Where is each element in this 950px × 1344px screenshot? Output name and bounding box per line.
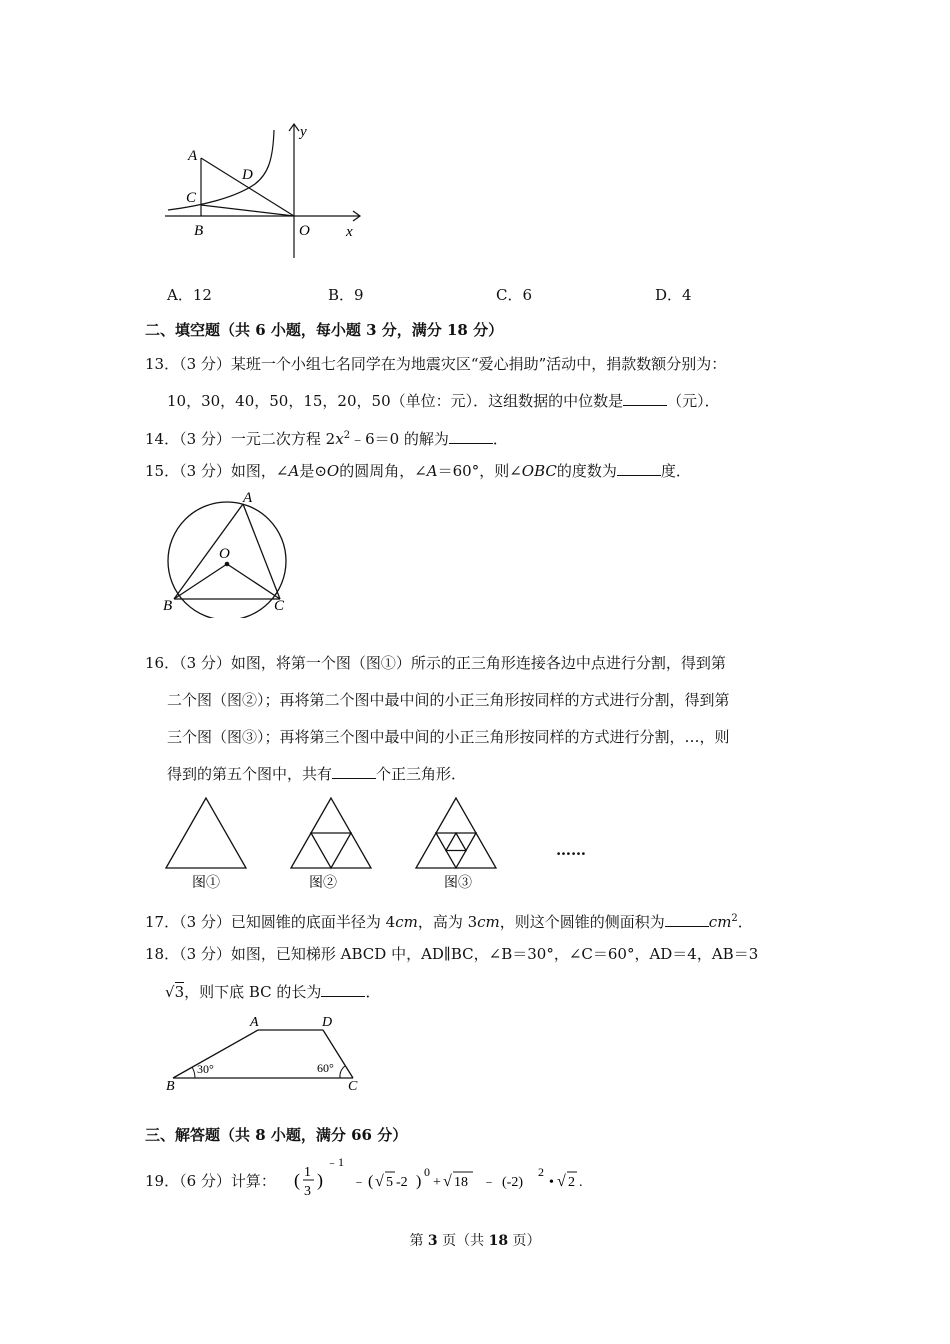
q18-angle-C: 60°	[317, 1061, 334, 1075]
q13-blank	[623, 391, 667, 406]
q12-label-x: x	[346, 224, 353, 240]
svg-text:(: (	[294, 1170, 300, 1190]
q18-figure	[160, 1010, 370, 1095]
q16-fig3-label: 图③	[444, 876, 472, 891]
svg-text:√: √	[557, 1173, 566, 1190]
q15-line: 15．（3 分）如图，∠A是⊙O的圆周角，∠A＝60°，则∠OBC的度数为 度．	[145, 462, 691, 480]
q19-expression	[292, 1152, 612, 1207]
section3-title: 三、解答题（共 8 小题，满分 66 分）	[145, 1126, 408, 1144]
q18-label-D: D	[322, 1015, 333, 1030]
q19-plus: +	[433, 1175, 441, 1190]
page-footer: 第 3 页（共 18 页）	[409, 1233, 541, 1249]
q15-label-O: O	[219, 546, 230, 562]
q18-blank	[321, 982, 365, 997]
q19-frac-num: 1	[304, 1165, 311, 1180]
q16-fig2-label: 图②	[309, 876, 337, 891]
q18-line1: 18．（3 分）如图，已知梯形 ABCD 中，AD∥BC，∠B＝30°，∠C＝60°，AD＝4，AB＝3	[145, 945, 759, 963]
q19-sqrt18: 18	[454, 1175, 468, 1190]
q19-frac-den: 3	[304, 1184, 311, 1199]
q19-sqrt2: 2	[568, 1175, 575, 1190]
q12-label-B: B	[194, 223, 204, 239]
q19-end: .	[579, 1175, 583, 1190]
q18-label-A: A	[250, 1015, 259, 1030]
q19-minus2: -2	[396, 1175, 408, 1190]
svg-text:): )	[416, 1173, 422, 1190]
footer-page-number: 3	[427, 1233, 438, 1249]
svg-text:√: √	[375, 1173, 384, 1190]
q16-ellipsis: ……	[556, 841, 586, 859]
q19-exp1: ﹣1	[326, 1155, 345, 1169]
q12-option-c: C．6	[496, 286, 533, 304]
svg-text:(: (	[368, 1173, 374, 1190]
q18-line2: √3，则下底 BC 的长为 ．	[165, 983, 381, 1001]
q16-figure-3	[410, 795, 502, 895]
svg-text:): )	[317, 1170, 323, 1190]
q14-line: 14．（3 分）一元二次方程 $2x^2﹣6=0$ 的解为 ．	[145, 430, 508, 448]
q18-sqrt-sign: √	[165, 983, 175, 1001]
q12-label-C: C	[186, 190, 197, 206]
q13-line2: 10，30，40，50，15，20，50（单位：元）．这组数据的中位数是 （元）．	[167, 392, 720, 410]
q12-option-d: D．4	[655, 286, 692, 304]
q12-option-a: A．12	[167, 286, 212, 304]
q15-label-C: C	[274, 598, 285, 614]
q12-option-b: B．9	[328, 286, 364, 304]
q18-angle-B: 30°	[197, 1062, 214, 1076]
q15-blank	[617, 461, 661, 476]
q16-line1: 16．（3 分）如图，将第一个图（图①）所示的正三角形连接各边中点进行分割，得到第	[145, 654, 726, 672]
q19-exp0: 0	[424, 1165, 430, 1179]
q15-label-A: A	[243, 490, 253, 506]
q17-line: 17．（3 分）已知圆锥的底面半径为 4cm，高为 3cm，则这个圆锥的侧面积为 $cm^2$．	[145, 913, 753, 931]
q16-line2: 二个图（图②）；再将第二个图中最中间的小正三角形按同样的方式进行分割，得到第	[167, 691, 730, 709]
q12-label-y: y	[300, 124, 307, 140]
q17-blank	[665, 912, 709, 927]
q16-line4: 得到的第五个图中，共有 个正三角形．	[167, 765, 467, 783]
q12-label-A: A	[188, 148, 198, 164]
q16-figure-2	[285, 795, 377, 895]
q16-figure-1	[160, 795, 252, 895]
q19-label: 19．（6 分）计算：	[145, 1172, 276, 1190]
q16-fig1-label: 图①	[192, 876, 220, 891]
q19-dot: •	[549, 1175, 554, 1190]
q19-minus: ﹣	[352, 1175, 366, 1190]
q12-label-O: O	[299, 223, 310, 239]
q19-exp2: 2	[538, 1165, 544, 1179]
q19-neg2: (-2)	[502, 1175, 523, 1190]
q12-label-D: D	[242, 167, 253, 183]
q16-blank	[332, 764, 376, 779]
q19-minus3: ﹣	[482, 1175, 496, 1190]
q18-label-C: C	[348, 1079, 358, 1094]
q13-line1: 13．（3 分）某班一个小组七名同学在为地震灾区“爱心捐助”活动中，捐款数额分别为：	[145, 355, 727, 373]
footer-total-pages: 18	[488, 1233, 509, 1249]
q12-figure	[160, 118, 370, 263]
q16-line3: 三个图（图③）；再将第三个图中最中间的小正三角形按同样的方式进行分割，…，则	[167, 728, 730, 746]
section2-title: 二、填空题（共 6 小题，每小题 3 分，满分 18 分）	[145, 321, 504, 339]
svg-text:√: √	[443, 1173, 452, 1190]
q19-sqrt5: 5	[386, 1175, 393, 1190]
q15-figure	[155, 488, 300, 618]
q14-blank	[449, 429, 493, 444]
q18-label-B: B	[166, 1079, 175, 1094]
q15-label-B: B	[163, 598, 173, 614]
